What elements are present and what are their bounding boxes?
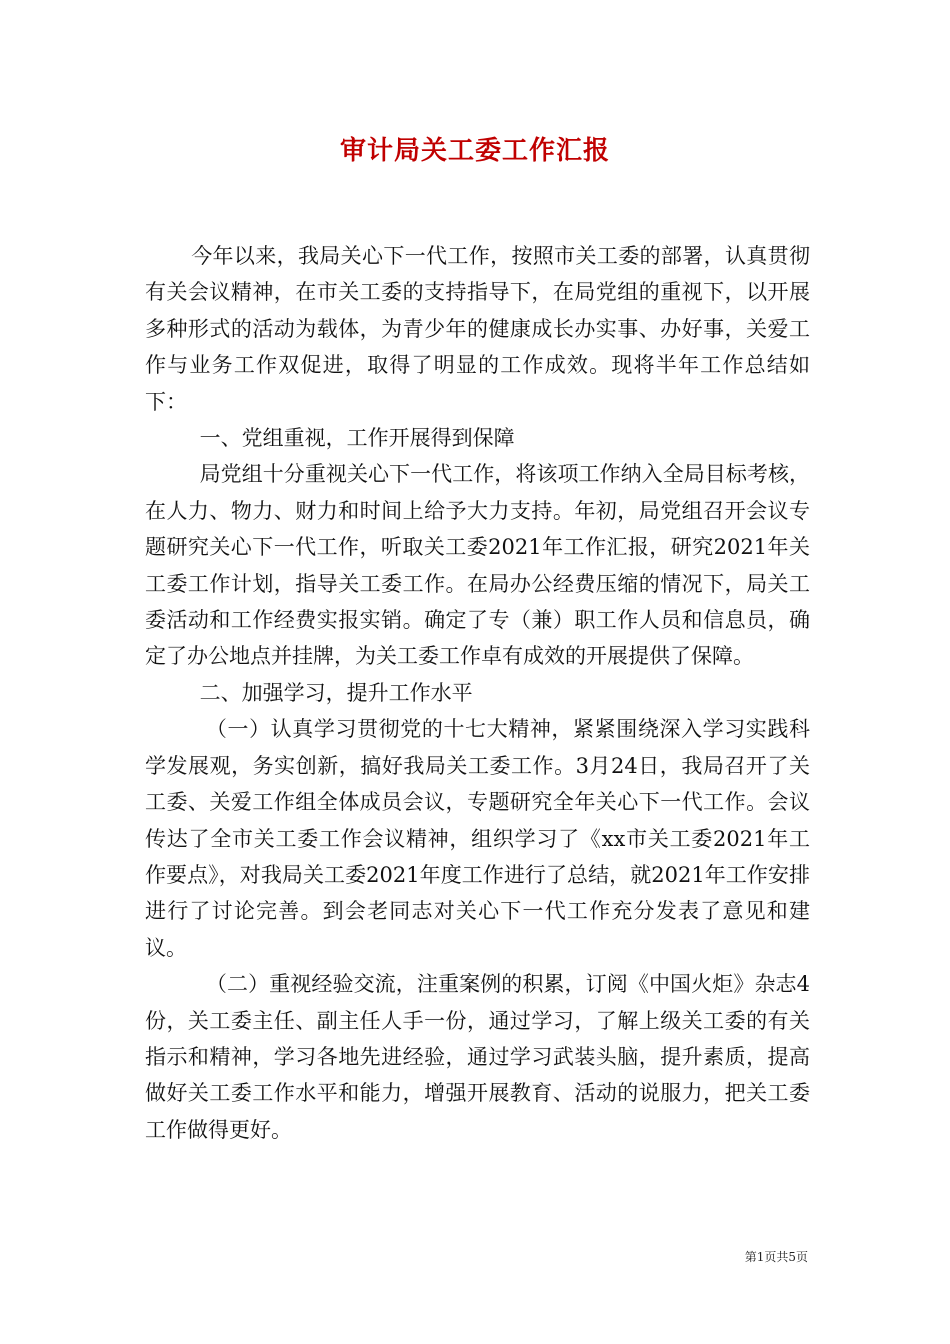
section-2-item-2-paragraph: （二）重视经验交流，注重案例的积累，订阅《中国火炬》杂志4份，关工委主任、副主任人手一份，通过学习，了解上级关工委的有关指示和精神，学习各地先进经验，通过学习武装头脑，提升素质，提高做好关工委工作水平和能力，增强开展教育、活动的说服力，把关工委工作做得更好。 <box>145 972 810 1142</box>
section-heading-2: 二、加强学习，提升工作水平 <box>199 680 473 705</box>
document-body <box>145 238 810 1148</box>
section-2-item-1-paragraph: （一）认真学习贯彻党的十七大精神，紧紧围绕深入学习实践科学发展观，务实创新，搞好我局关工委工作。3月24日，我局召开了关工委、关爱工作组全体成员会议，专题研究全年关心下一代工作。会议传达了全市关工委工作会议精神，组织学习了《xx市关工委2021年工作要点》，对我局关工委2021年度工作进行了总结，就2021年工作安排进行了讨论完善。到会老同志对关心下一代工作充分发表了意见和建议。 <box>145 717 810 960</box>
section-1-paragraph: 局党组十分重视关心下一代工作，将该项工作纳入全局目标考核，在人力、物力、财力和时间上给予大力支持。年初，局党组召开会议专题研究关心下一代工作，听取关工委2021年工作汇报，研究2021年关工委工作计划，指导关工委工作。在局办公经费压缩的情况下，局关工委活动和工作经费实报实销。确定了专（兼）职工作人员和信息员，确定了办公地点并挂牌，为关工委工作卓有成效的开展提供了保障。 <box>145 462 810 669</box>
intro-paragraph: 今年以来，我局关心下一代工作，按照市关工委的部署，认真贯彻有关会议精神，在市关工委的支持指导下，在局党组的重视下，以开展多种形式的活动为载体，为青少年的健康成长办实事、办好事，关爱工作与业务工作双促进，取得了明显的工作成效。现将半年工作总结如下： <box>145 244 810 414</box>
page-number: 第1页共5页 <box>744 1250 808 1264</box>
section-heading-1: 一、党组重视，工作开展得到保障 <box>199 426 515 451</box>
document-title: 审计局关工委工作汇报 <box>339 136 610 166</box>
